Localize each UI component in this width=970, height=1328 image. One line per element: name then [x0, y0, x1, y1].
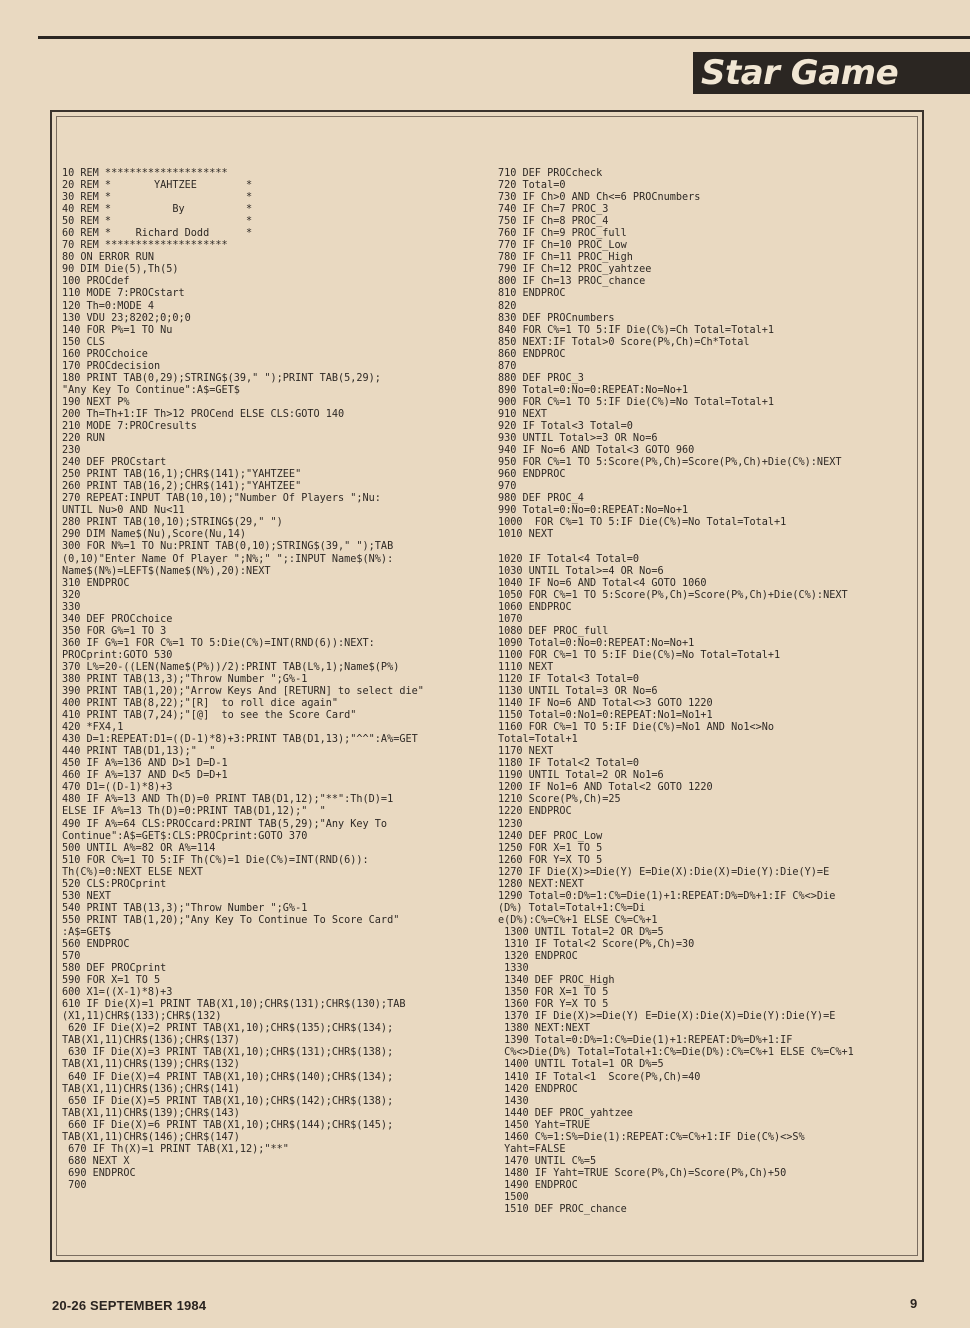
code-line: 150 CLS: [62, 336, 105, 348]
code-line: 290 DIM Name$(Nu),Score(Nu,14): [62, 529, 247, 541]
code-line: 880 DEF PROC_3: [498, 372, 584, 384]
code-line: 970: [498, 481, 517, 493]
code-line: Yaht=FALSE: [498, 1143, 566, 1155]
code-line: 180 PRINT TAB(0,29);STRING$(39," ");PRINT TAB(5,29);: [62, 372, 381, 384]
code-line: 600 X1=((X-1)*8)+3: [62, 987, 173, 999]
code-line: 230: [62, 445, 81, 457]
code-line: 440 PRINT TAB(D1,13);" ": [62, 746, 216, 758]
code-line: 1150 Total=0:No1=0:REPEAT:No1=No1+1: [498, 710, 713, 722]
code-listing-left-column: [62, 168, 500, 1192]
code-line: 490 IF A%=64 CLS:PROCcard:PRINT TAB(5,29);"Any Key To: [62, 818, 388, 830]
code-line: 1400 UNTIL Total=1 OR D%=5: [498, 1059, 664, 1071]
code-line: 270 REPEAT:INPUT TAB(10,10);"Number Of Players ";Nu:: [62, 493, 381, 505]
code-line: 1280 NEXT:NEXT: [498, 878, 584, 890]
code-line: 690 ENDPROC: [62, 1167, 136, 1179]
page-number: 9: [910, 1296, 918, 1311]
code-line: 80 ON ERROR RUN: [62, 252, 155, 264]
code-line: (0,10)"Enter Name Of Player ";N%;" ";:INPUT Name$(N%):: [62, 553, 394, 565]
code-line: 920 IF Total<3 Total=0: [498, 420, 633, 432]
code-line: 1450 Yaht=TRUE: [498, 1119, 591, 1131]
code-line: 950 FOR C%=1 TO 5:Score(P%,Ch)=Score(P%,Ch)+Die(C%):NEXT: [498, 457, 842, 469]
code-line: 130 VDU 23;8202;0;0;0: [62, 312, 191, 324]
code-line: 670 IF Th(X)=1 PRINT TAB(X1,12);"**": [62, 1143, 289, 1155]
code-line: 70 REM ********************: [62, 240, 228, 252]
code-line: 140 FOR P%=1 TO Nu: [62, 324, 173, 336]
code-line: 540 PRINT TAB(13,3);"Throw Number ";G%-1: [62, 902, 308, 914]
code-line: 1420 ENDPROC: [498, 1083, 578, 1095]
code-line: Th(C%)=0:NEXT ELSE NEXT: [62, 866, 204, 878]
code-line: 1230: [498, 818, 523, 830]
code-line: 100 PROCdef: [62, 276, 130, 288]
code-line: 1120 IF Total<3 Total=0: [498, 673, 640, 685]
code-line: 430 D=1:REPEAT:D1=((D-1)*8)+3:PRINT TAB(D1,13);"^^":A%=GET: [62, 734, 418, 746]
code-line: 870: [498, 360, 517, 372]
code-line: 1190 UNTIL Total=2 OR No1=6: [498, 770, 664, 782]
code-line: 750 IF Ch=8 PROC_4: [498, 216, 609, 228]
code-line: TAB(X1,11)CHR$(136);CHR$(137): [62, 1035, 240, 1047]
code-line: 850 NEXT:IF Total>0 Score(P%,Ch)=Ch*Total: [498, 336, 750, 348]
code-line: 40 REM * By *: [62, 204, 253, 216]
code-line: 1260 FOR Y=X TO 5: [498, 854, 603, 866]
code-line: 280 PRINT TAB(10,10);STRING$(29," "): [62, 517, 283, 529]
code-line: TAB(X1,11)CHR$(146);CHR$(147): [62, 1131, 240, 1143]
code-line: 20 REM * YAHTZEE *: [62, 180, 253, 192]
code-line: 760 IF Ch=9 PROC_full: [498, 228, 627, 240]
code-line: 770 IF Ch=10 PROC_Low: [498, 240, 627, 252]
code-line: 1250 FOR X=1 TO 5: [498, 842, 603, 854]
code-line: 1000 FOR C%=1 TO 5:IF Die(C%)=No Total=Total+1: [498, 517, 787, 529]
code-line: 1490 ENDPROC: [498, 1179, 578, 1191]
code-line: 1010 NEXT: [498, 529, 554, 541]
code-line: 1130 UNTIL Total=3 OR No=6: [498, 686, 658, 698]
code-line: 110 MODE 7:PROCstart: [62, 288, 185, 300]
code-line: 680 NEXT X: [62, 1155, 130, 1167]
code-line: 220 RUN: [62, 433, 105, 445]
code-listing-right-column: [498, 168, 918, 1216]
code-line: 960 ENDPROC: [498, 469, 566, 481]
code-line: 510 FOR C%=1 TO 5:IF Th(C%)=1 Die(C%)=INT(RND(6)):: [62, 854, 369, 866]
code-line: 240 DEF PROCstart: [62, 457, 167, 469]
code-line: 1370 IF Die(X)>=Die(Y) E=Die(X):Die(X)=Die(Y):Die(Y)=E: [498, 1011, 836, 1023]
code-line: 310 ENDPROC: [62, 577, 130, 589]
code-line: 1480 IF Yaht=TRUE Score(P%,Ch)=Score(P%,Ch)+50: [498, 1167, 787, 1179]
code-line: 170 PROCdecision: [62, 360, 161, 372]
code-line: 930 UNTIL Total>=3 OR No=6: [498, 433, 658, 445]
code-line: 460 IF A%=137 AND D<5 D=D+1: [62, 770, 228, 782]
code-line: 1410 IF Total<1 Score(P%,Ch)=40: [498, 1071, 701, 1083]
code-line: 1080 DEF PROC_full: [498, 625, 609, 637]
code-line: 260 PRINT TAB(16,2);CHR$(141);"YAHTZEE": [62, 481, 302, 493]
code-line: 1470 UNTIL C%=5: [498, 1155, 597, 1167]
code-line: 740 IF Ch=7 PROC_3: [498, 204, 609, 216]
code-line: 550 PRINT TAB(1,20);"Any Key To Continue To Score Card": [62, 914, 400, 926]
code-line: 160 PROCchoice: [62, 348, 148, 360]
code-line: 660 IF Die(X)=6 PRINT TAB(X1,10);CHR$(144);CHR$(145);: [62, 1119, 394, 1131]
code-line: 830 DEF PROCnumbers: [498, 312, 615, 324]
code-line: 1270 IF Die(X)>=Die(Y) E=Die(X):Die(X)=Die(Y):Die(Y)=E: [498, 866, 830, 878]
code-line: 1160 FOR C%=1 TO 5:IF Die(C%)=No1 AND No1<>No: [498, 722, 775, 734]
section-banner: Star Game: [693, 52, 970, 94]
code-line: 200 Th=Th+1:IF Th>12 PROCend ELSE CLS:GOTO 140: [62, 408, 345, 420]
code-line: 90 DIM Die(5),Th(5): [62, 264, 179, 276]
code-line: TAB(X1,11)CHR$(139);CHR$(143): [62, 1107, 240, 1119]
code-line: 1310 IF Total<2 Score(P%,Ch)=30: [498, 939, 695, 950]
code-line: 300 FOR N%=1 TO Nu:PRINT TAB(0,10);STRING$(39," ");TAB: [62, 541, 394, 553]
code-line: 590 FOR X=1 TO 5: [62, 975, 161, 987]
code-line: 860 ENDPROC: [498, 348, 566, 360]
code-line: 560 ENDPROC: [62, 939, 130, 950]
code-line: 1100 FOR C%=1 TO 5:IF Die(C%)=No Total=Total+1: [498, 649, 781, 661]
code-line: PROCprint:GOTO 530: [62, 649, 173, 661]
code-line: 1390 Total=0:D%=1:C%=Die(1)+1:REPEAT:D%=D%+1:IF: [498, 1035, 793, 1047]
code-line: 990 Total=0:No=0:REPEAT:No=No+1: [498, 505, 689, 517]
code-line: 1300 UNTIL Total=2 OR D%=5: [498, 926, 664, 938]
code-line: e(D%):C%=C%+1 ELSE C%=C%+1: [498, 914, 658, 926]
code-line: 570: [62, 951, 81, 963]
code-line: 360 IF G%=1 FOR C%=1 TO 5:Die(C%)=INT(RND(6)):NEXT:: [62, 637, 375, 649]
code-line: 1090 Total=0:No=0:REPEAT:No=No+1: [498, 637, 695, 649]
code-line: 900 FOR C%=1 TO 5:IF Die(C%)=No Total=Total+1: [498, 396, 775, 408]
code-line: 710 DEF PROCcheck: [498, 168, 603, 179]
code-line: 730 IF Ch>0 AND Ch<=6 PROCnumbers: [498, 192, 701, 204]
code-line: 1020 IF Total<4 Total=0: [498, 553, 640, 565]
code-line: 1380 NEXT:NEXT: [498, 1023, 591, 1035]
code-line: 350 FOR G%=1 TO 3: [62, 625, 167, 637]
code-line: 400 PRINT TAB(8,22);"[R] to roll dice again": [62, 698, 339, 710]
code-line: 370 L%=20-((LEN(Name$(P%))/2):PRINT TAB(L%,1);Name$(P%): [62, 661, 400, 673]
code-line: 780 IF Ch=11 PROC_High: [498, 252, 633, 264]
code-line: 700: [62, 1179, 87, 1191]
code-line: 520 CLS:PROCprint: [62, 878, 167, 890]
code-line: 50 REM * *: [62, 216, 253, 228]
code-line: 410 PRINT TAB(7,24);"[@] to see the Score Card": [62, 710, 357, 722]
code-line: 1040 IF No=6 AND Total<4 GOTO 1060: [498, 577, 707, 589]
code-line: 650 IF Die(X)=5 PRINT TAB(X1,10);CHR$(142);CHR$(138);: [62, 1095, 394, 1107]
code-line: 120 Th=0:MODE 4: [62, 300, 155, 312]
code-line: 1140 IF No=6 AND Total<>3 GOTO 1220: [498, 698, 713, 710]
code-line: 790 IF Ch=12 PROC_yahtzee: [498, 264, 652, 276]
code-line: 940 IF No=6 AND Total<3 GOTO 960: [498, 445, 695, 457]
code-line: 390 PRINT TAB(1,20);"Arrow Keys And [RETURN] to select die": [62, 686, 424, 698]
code-line: 1500: [498, 1191, 529, 1203]
code-line: 1110 NEXT: [498, 661, 554, 673]
code-line: 530 NEXT: [62, 890, 112, 902]
code-line: 910 NEXT: [498, 408, 548, 420]
code-line: ELSE IF A%=13 Th(D)=0:PRINT TAB(D1,12);" ": [62, 806, 326, 818]
code-line: 610 IF Die(X)=1 PRINT TAB(X1,10);CHR$(131);CHR$(130);TAB: [62, 999, 406, 1011]
code-line: 1290 Total=0:D%=1:C%=Die(1)+1:REPEAT:D%=D%+1:IF C%<>Die: [498, 890, 836, 902]
code-line: 1460 C%=1:S%=Die(1):REPEAT:C%=C%+1:IF Die(C%)<>S%: [498, 1131, 805, 1143]
code-line: 10 REM ********************: [62, 168, 228, 179]
code-line: 330: [62, 601, 81, 613]
code-line: Name$(N%)=LEFT$(Name$(N%),20):NEXT: [62, 565, 271, 577]
code-line: 1210 Score(P%,Ch)=25: [498, 794, 621, 806]
code-line: Total=Total+1: [498, 734, 578, 746]
code-line: 60 REM * Richard Dodd *: [62, 228, 253, 240]
code-line: 1050 FOR C%=1 TO 5:Score(P%,Ch)=Score(P%,Ch)+Die(C%):NEXT: [498, 589, 848, 601]
code-line: 720 Total=0: [498, 180, 566, 192]
code-line: UNTIL Nu>0 AND Nu<11: [62, 505, 185, 517]
code-line: TAB(X1,11)CHR$(136);CHR$(141): [62, 1083, 240, 1095]
code-line: 190 NEXT P%: [62, 396, 130, 408]
code-line: 250 PRINT TAB(16,1);CHR$(141);"YAHTZEE": [62, 469, 302, 481]
code-line: 1170 NEXT: [498, 746, 554, 758]
code-line: 1200 IF No1=6 AND Total<2 GOTO 1220: [498, 782, 713, 794]
code-line: 890 Total=0:No=0:REPEAT:No=No+1: [498, 384, 689, 396]
code-line: 820: [498, 300, 517, 312]
code-line: 840 FOR C%=1 TO 5:IF Die(C%)=Ch Total=Total+1: [498, 324, 775, 336]
code-line: 630 IF Die(X)=3 PRINT TAB(X1,10);CHR$(131);CHR$(138);: [62, 1047, 394, 1059]
code-line: 1340 DEF PROC_High: [498, 975, 615, 987]
code-line: 1070: [498, 613, 523, 625]
code-line: 1240 DEF PROC_Low: [498, 830, 603, 842]
code-line: 980 DEF PROC_4: [498, 493, 584, 505]
code-line: "Any Key To Continue":A$=GET$: [62, 384, 240, 396]
code-line: 210 MODE 7:PROCresults: [62, 420, 197, 432]
code-line: 470 D1=((D-1)*8)+3: [62, 782, 173, 794]
code-line: (D%) Total=Total+1:C%=Di: [498, 902, 646, 914]
code-line: 1510 DEF PROC_chance: [498, 1204, 627, 1216]
code-line: 480 IF A%=13 AND Th(D)=0 PRINT TAB(D1,12);"**":Th(D)=1: [62, 794, 394, 806]
code-line: 800 IF Ch=13 PROC_chance: [498, 276, 646, 288]
code-line: Continue":A$=GET$:CLS:PROCprint:GOTO 370: [62, 830, 308, 842]
code-line: 580 DEF PROCprint: [62, 963, 167, 975]
code-line: (X1,11)CHR$(133);CHR$(132): [62, 1011, 222, 1023]
code-line: 1060 ENDPROC: [498, 601, 572, 613]
code-line: [498, 541, 918, 553]
code-line: 1330: [498, 963, 529, 975]
code-line: 380 PRINT TAB(13,3);"Throw Number ";G%-1: [62, 673, 308, 685]
code-line: 1430: [498, 1095, 529, 1107]
code-line: 1220 ENDPROC: [498, 806, 572, 818]
code-line: 320: [62, 589, 81, 601]
code-line: 1030 UNTIL Total>=4 OR No=6: [498, 565, 664, 577]
code-line: 1320 ENDPROC: [498, 951, 578, 963]
top-rule: [38, 36, 970, 39]
code-line: 30 REM * *: [62, 192, 253, 204]
code-line: 1350 FOR X=1 TO 5: [498, 987, 609, 999]
code-line: 340 DEF PROCchoice: [62, 613, 173, 625]
code-line: 1440 DEF PROC_yahtzee: [498, 1107, 633, 1119]
code-line: C%<>Die(D%) Total=Total+1:C%=Die(D%):C%=C%+1 ELSE C%=C%+1: [498, 1047, 854, 1059]
code-line: 1180 IF Total<2 Total=0: [498, 758, 640, 770]
code-line: TAB(X1,11)CHR$(139);CHR$(132): [62, 1059, 240, 1071]
code-line: :A$=GET$: [62, 926, 112, 938]
code-line: 420 *FX4,1: [62, 722, 124, 734]
code-line: 1360 FOR Y=X TO 5: [498, 999, 609, 1011]
code-line: 450 IF A%=136 AND D>1 D=D-1: [62, 758, 228, 770]
code-line: 640 IF Die(X)=4 PRINT TAB(X1,10);CHR$(140);CHR$(134);: [62, 1071, 394, 1083]
code-line: 620 IF Die(X)=2 PRINT TAB(X1,10);CHR$(135);CHR$(134);: [62, 1023, 394, 1035]
code-line: 500 UNTIL A%=82 OR A%=114: [62, 842, 216, 854]
code-line: 810 ENDPROC: [498, 288, 566, 300]
issue-date: 20-26 SEPTEMBER 1984: [52, 1298, 207, 1313]
